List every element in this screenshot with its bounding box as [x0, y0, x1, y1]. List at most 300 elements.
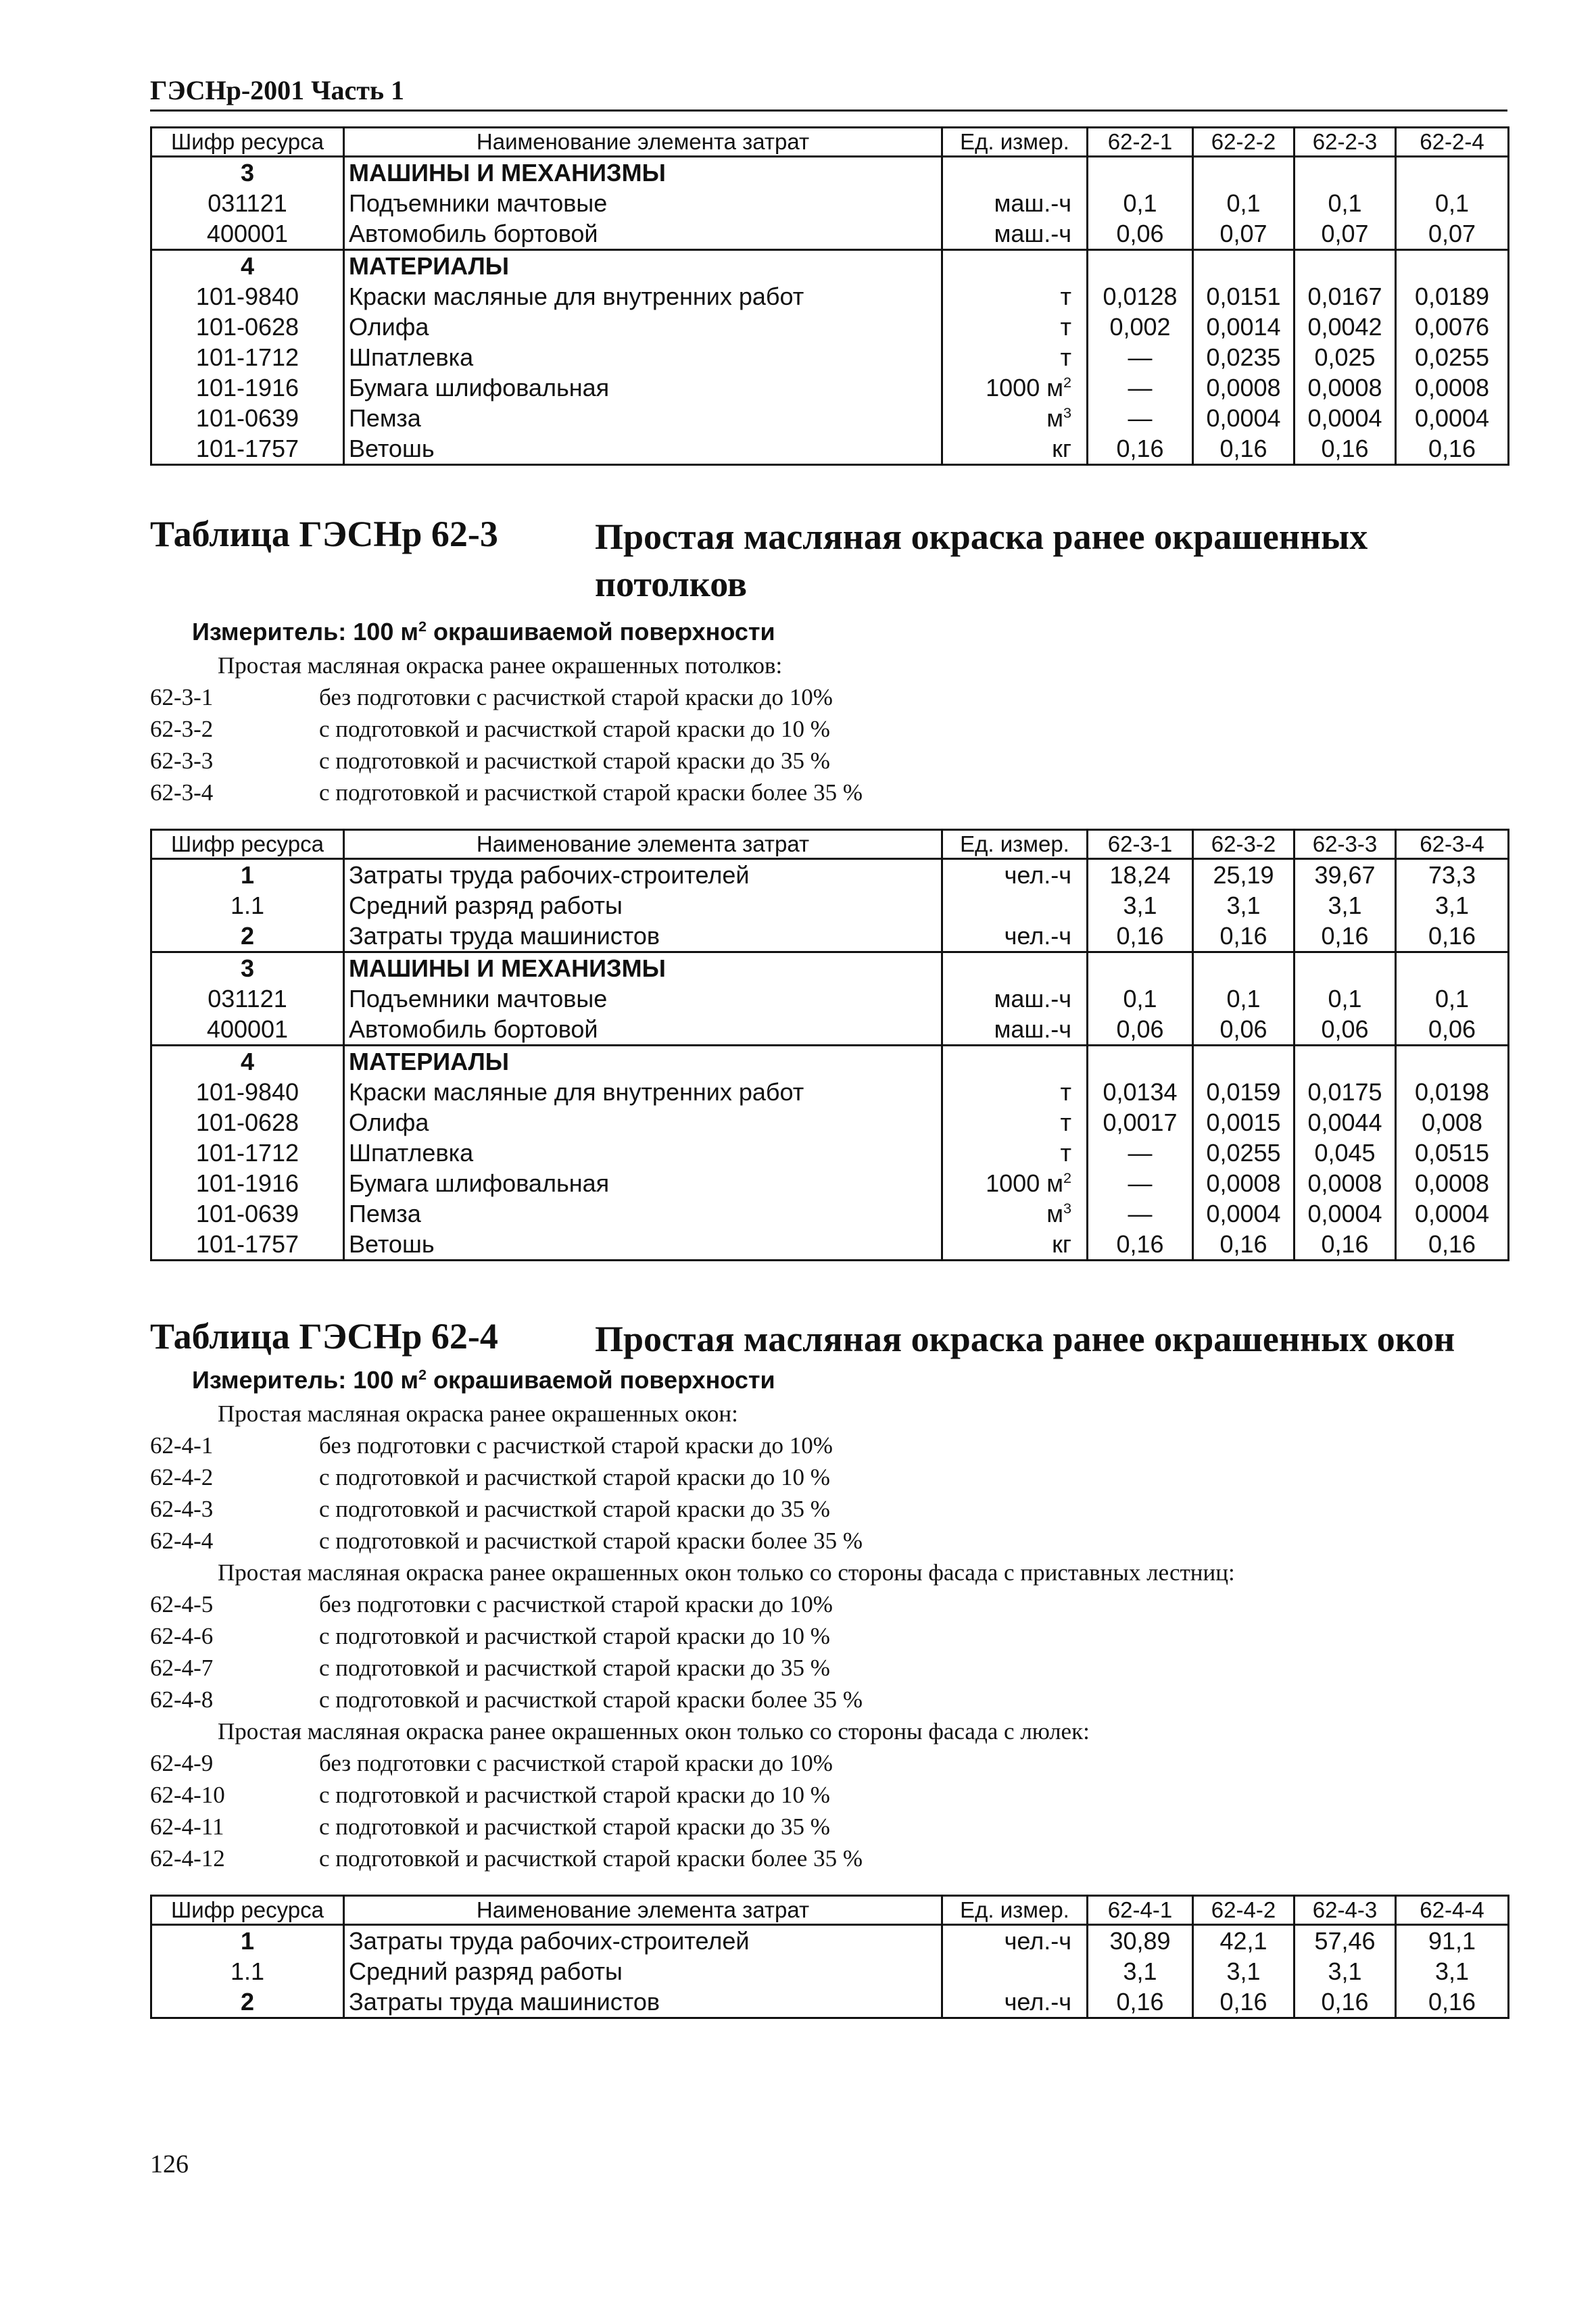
cell-code: 101-1712	[151, 1138, 344, 1168]
item-code: 62-4-9	[150, 1750, 214, 1776]
cell-value: 0,1	[1295, 983, 1396, 1014]
cell-value: 0,0255	[1193, 1138, 1295, 1168]
col-header-rate: 62-4-2	[1193, 1896, 1295, 1925]
list-item	[150, 1461, 1507, 1493]
cell-value: —	[1088, 1138, 1193, 1168]
list-item	[150, 777, 1507, 808]
cell-value: 3,1	[1088, 890, 1193, 921]
cell-name: Краски масляные для внутренних работ	[344, 281, 942, 312]
cell-value: 57,46	[1295, 1925, 1396, 1957]
cell-name: Подъемники мачтовые	[344, 188, 942, 218]
cell-value: 0,16	[1088, 1229, 1193, 1261]
col-header-unit: Ед. измер.	[942, 1896, 1088, 1925]
table-row	[151, 1138, 1509, 1168]
cell-value: 0,0255	[1396, 342, 1509, 372]
cell-value: 0,06	[1396, 1014, 1509, 1046]
cell-value	[1193, 952, 1295, 984]
cell-value: —	[1088, 372, 1193, 403]
col-header-rate: 62-3-4	[1396, 830, 1509, 859]
cell-unit: чел.-ч	[942, 921, 1088, 952]
cell-value: 0,025	[1295, 342, 1396, 372]
cell-value: 0,1	[1088, 983, 1193, 1014]
cell-name: Ветошь	[344, 1229, 942, 1261]
col-header-rate: 62-3-1	[1088, 830, 1193, 859]
cell-code: 101-9840	[151, 1077, 344, 1107]
list-item	[150, 1684, 1507, 1715]
cell-name: Бумага шлифовальная	[344, 372, 942, 403]
resource-table-62-3	[150, 829, 1509, 1261]
item-description: без подготовки с расчисткой старой краски до 10%	[319, 684, 833, 710]
cell-code: 1	[151, 1925, 344, 1957]
table-row	[151, 281, 1509, 312]
cell-value: 91,1	[1396, 1925, 1509, 1957]
cell-code: 101-1916	[151, 372, 344, 403]
col-header-unit: Ед. измер.	[942, 128, 1088, 157]
cell-value: 0,16	[1193, 1987, 1295, 2018]
cell-value	[1088, 1046, 1193, 1077]
cell-value: 0,0004	[1193, 403, 1295, 433]
cell-name: Затраты труда рабочих-строителей	[344, 1925, 942, 1957]
cell-unit: $м^3$	[942, 1198, 1088, 1229]
item-description: с подготовкой и расчисткой старой краски более 35 %	[319, 1528, 863, 1554]
cell-value: 0,16	[1088, 1987, 1193, 2018]
table-heading-62-3	[150, 513, 1507, 614]
cell-value: 3,1	[1396, 890, 1509, 921]
cell-value: 0,0015	[1193, 1107, 1295, 1138]
item-code: 62-3-1	[150, 684, 214, 710]
cell-value: 0,0128	[1088, 281, 1193, 312]
table-heading-62-4	[150, 1315, 1507, 1363]
cell-value: 0,0008	[1396, 1168, 1509, 1198]
item-description: без подготовки с расчисткой старой краски до 10%	[319, 1432, 833, 1459]
cell-value	[1295, 250, 1396, 282]
cell-code: 400001	[151, 1014, 344, 1046]
col-header-rate: 62-2-3	[1295, 128, 1396, 157]
cell-value: 0,06	[1193, 1014, 1295, 1046]
item-description: с подготовкой и расчисткой старой краски до 10 %	[319, 1623, 830, 1649]
item-code: 62-4-7	[150, 1655, 214, 1681]
item-groups	[150, 1398, 1507, 1874]
list-item	[150, 745, 1507, 777]
cell-value: 0,16	[1396, 433, 1509, 465]
cell-code: 400001	[151, 218, 344, 250]
cell-value: 0,0515	[1396, 1138, 1509, 1168]
cell-value	[1396, 1046, 1509, 1077]
cell-value: 0,0004	[1295, 1198, 1396, 1229]
table-row	[151, 250, 1509, 282]
table-row	[151, 342, 1509, 372]
cell-code: 101-1757	[151, 433, 344, 465]
cell-value: —	[1088, 1198, 1193, 1229]
item-description: без подготовки с расчисткой старой краски до 10%	[319, 1750, 833, 1776]
col-header-code: Шифр ресурса	[151, 830, 344, 859]
cell-name: МАШИНЫ И МЕХАНИЗМЫ	[344, 157, 942, 189]
cell-value: 0,008	[1396, 1107, 1509, 1138]
cell-value: —	[1088, 403, 1193, 433]
cell-name: Пемза	[344, 1198, 942, 1229]
cell-value	[1088, 157, 1193, 189]
cell-unit: т	[942, 281, 1088, 312]
cell-value: 0,0076	[1396, 312, 1509, 342]
cell-value: 0,06	[1088, 218, 1193, 250]
cell-value: 0,0008	[1193, 1168, 1295, 1198]
table-row	[151, 921, 1509, 952]
cell-value	[1396, 250, 1509, 282]
cell-value: 0,16	[1193, 1229, 1295, 1261]
cell-value: 3,1	[1088, 1956, 1193, 1987]
cell-unit	[942, 952, 1088, 984]
cell-unit: т	[942, 312, 1088, 342]
table-row	[151, 372, 1509, 403]
item-description: без подготовки с расчисткой старой краски до 10%	[319, 1591, 833, 1617]
cell-value: 0,0004	[1193, 1198, 1295, 1229]
table-row	[151, 1168, 1509, 1198]
cell-value: 0,0008	[1295, 1168, 1396, 1198]
table-row	[151, 433, 1509, 465]
cell-unit: маш.-ч	[942, 218, 1088, 250]
item-code: 62-4-11	[150, 1813, 224, 1840]
cell-value: 0,1	[1193, 188, 1295, 218]
cell-name: МАТЕРИАЛЫ	[344, 1046, 942, 1077]
col-header-rate: 62-3-3	[1295, 830, 1396, 859]
cell-unit: 1000 $м^2$	[942, 1168, 1088, 1198]
list-item	[150, 681, 1507, 713]
cell-value: 0,0167	[1295, 281, 1396, 312]
cell-value: 0,0198	[1396, 1077, 1509, 1107]
item-code: 62-4-3	[150, 1496, 214, 1522]
cell-code: 4	[151, 250, 344, 282]
cell-value: 0,0008	[1396, 372, 1509, 403]
item-description: с подготовкой и расчисткой старой краски до 10 %	[319, 1464, 830, 1490]
cell-name: Автомобиль бортовой	[344, 1014, 942, 1046]
cell-name: Затраты труда рабочих-строителей	[344, 859, 942, 891]
item-description: с подготовкой и расчисткой старой краски до 35 %	[319, 748, 830, 774]
cell-value: 0,16	[1295, 433, 1396, 465]
cell-value: 0,16	[1396, 1229, 1509, 1261]
cell-unit: т	[942, 1077, 1088, 1107]
table-header-row	[151, 1896, 1509, 1925]
table-header-row	[151, 830, 1509, 859]
table-row	[151, 890, 1509, 921]
item-description: с подготовкой и расчисткой старой краски более 35 %	[319, 1845, 863, 1872]
cell-value: 0,002	[1088, 312, 1193, 342]
cell-unit: $м^3$	[942, 403, 1088, 433]
cell-unit: 1000 $м^2$	[942, 372, 1088, 403]
col-header-code: Шифр ресурса	[151, 1896, 344, 1925]
list-item	[150, 713, 1507, 745]
cell-value: 0,16	[1295, 1229, 1396, 1261]
cell-unit: кг	[942, 433, 1088, 465]
cell-value: 0,0134	[1088, 1077, 1193, 1107]
cell-value	[1193, 250, 1295, 282]
cell-code: 101-9840	[151, 281, 344, 312]
cell-value: 0,045	[1295, 1138, 1396, 1168]
cell-value: 0,0235	[1193, 342, 1295, 372]
cell-unit: маш.-ч	[942, 188, 1088, 218]
cell-value: 0,16	[1193, 433, 1295, 465]
cell-value	[1396, 157, 1509, 189]
cell-code: 101-0628	[151, 312, 344, 342]
cell-name: Шпатлевка	[344, 342, 942, 372]
table-row	[151, 403, 1509, 433]
cell-value: 0,0175	[1295, 1077, 1396, 1107]
table-number: Таблица ГЭСНр 62-3	[150, 514, 498, 554]
table-row	[151, 1956, 1509, 1987]
cell-code: 1	[151, 859, 344, 891]
item-code: 62-4-4	[150, 1528, 214, 1554]
cell-value: 0,0008	[1295, 372, 1396, 403]
cell-name: Подъемники мачтовые	[344, 983, 942, 1014]
table-row	[151, 1046, 1509, 1077]
cell-value: 0,16	[1193, 921, 1295, 952]
item-description: с подготовкой и расчисткой старой краски до 35 %	[319, 1655, 830, 1681]
col-header-rate: 62-2-2	[1193, 128, 1295, 157]
cell-value: 0,0151	[1193, 281, 1295, 312]
cell-unit: маш.-ч	[942, 983, 1088, 1014]
cell-value: 3,1	[1295, 890, 1396, 921]
table-row	[151, 1014, 1509, 1046]
cell-value: 3,1	[1295, 1956, 1396, 1987]
cell-value: 0,0042	[1295, 312, 1396, 342]
cell-value: 0,0014	[1193, 312, 1295, 342]
list-item	[150, 1493, 1507, 1525]
list-item	[150, 1588, 1507, 1620]
cell-value: 0,0004	[1396, 1198, 1509, 1229]
cell-value	[1193, 157, 1295, 189]
list-item	[150, 1843, 1507, 1874]
cell-code: 101-0628	[151, 1107, 344, 1138]
cell-unit: чел.-ч	[942, 859, 1088, 891]
table-number: Таблица ГЭСНр 62-4	[150, 1316, 498, 1357]
cell-unit: чел.-ч	[942, 1925, 1088, 1957]
list-item	[150, 1779, 1507, 1811]
cell-name: Олифа	[344, 312, 942, 342]
cell-value	[1396, 952, 1509, 984]
item-code: 62-3-3	[150, 748, 214, 774]
table-row	[151, 218, 1509, 250]
item-description: с подготовкой и расчисткой старой краски до 35 %	[319, 1496, 830, 1522]
cell-value: 0,1	[1295, 188, 1396, 218]
col-header-code: Шифр ресурса	[151, 128, 344, 157]
page-number: 126	[150, 2150, 189, 2178]
running-head: ГЭСНр-2001 Часть 1	[150, 74, 1507, 112]
cell-code: 031121	[151, 188, 344, 218]
cell-value	[1088, 250, 1193, 282]
cell-value	[1193, 1046, 1295, 1077]
cell-value	[1295, 1046, 1396, 1077]
table-row	[151, 1229, 1509, 1261]
cell-name: Средний разряд работы	[344, 1956, 942, 1987]
cell-value: 0,16	[1295, 921, 1396, 952]
cell-value: 0,07	[1396, 218, 1509, 250]
cell-name: Ветошь	[344, 433, 942, 465]
item-code: 62-4-5	[150, 1591, 214, 1617]
cell-unit	[942, 157, 1088, 189]
item-code: 62-3-2	[150, 716, 214, 742]
table-row	[151, 188, 1509, 218]
intro: Простая масляная окраска ранее окрашенных окон:	[218, 1400, 738, 1427]
cell-name: Затраты труда машинистов	[344, 1987, 942, 2018]
table-row	[151, 157, 1509, 189]
table-row	[151, 1925, 1509, 1957]
meter: Измеритель: 100 $м^2$ окрашиваемой поверхности	[192, 618, 775, 645]
list-item	[150, 1430, 1507, 1461]
cell-value: 0,1	[1088, 188, 1193, 218]
cell-code: 101-0639	[151, 1198, 344, 1229]
cell-value: 0,07	[1295, 218, 1396, 250]
cell-value: 3,1	[1193, 1956, 1295, 1987]
item-code: 62-4-8	[150, 1686, 214, 1713]
cell-code: 031121	[151, 983, 344, 1014]
cell-value: 0,0004	[1295, 403, 1396, 433]
cell-unit	[942, 1956, 1088, 1987]
cell-value: 0,16	[1295, 1987, 1396, 2018]
cell-value: 73,3	[1396, 859, 1509, 891]
item-code: 62-4-6	[150, 1623, 214, 1649]
cell-name: Затраты труда машинистов	[344, 921, 942, 952]
cell-value: 0,06	[1088, 1014, 1193, 1046]
cell-value: 0,1	[1396, 983, 1509, 1014]
cell-code: 2	[151, 1987, 344, 2018]
item-description: с подготовкой и расчисткой старой краски до 10 %	[319, 716, 830, 742]
cell-name: Средний разряд работы	[344, 890, 942, 921]
table-row	[151, 859, 1509, 891]
intro: Простая масляная окраска ранее окрашенных потолков:	[218, 652, 783, 679]
cell-value	[1295, 157, 1396, 189]
cell-value: 39,67	[1295, 859, 1396, 891]
list-item	[150, 1652, 1507, 1684]
cell-value: 25,19	[1193, 859, 1295, 891]
table-row	[151, 1987, 1509, 2018]
intro: Простая масляная окраска ранее окрашенных окон только со стороны фасада с люлек:	[218, 1718, 1090, 1745]
cell-unit: кг	[942, 1229, 1088, 1261]
cell-value: 18,24	[1088, 859, 1193, 891]
cell-value: 0,0044	[1295, 1107, 1396, 1138]
cell-value: 0,16	[1396, 1987, 1509, 2018]
cell-unit: т	[942, 1107, 1088, 1138]
cell-code: 1.1	[151, 890, 344, 921]
list-item	[150, 1811, 1507, 1843]
cell-code: 4	[151, 1046, 344, 1077]
cell-value: 0,0008	[1193, 372, 1295, 403]
item-description: с подготовкой и расчисткой старой краски до 35 %	[319, 1813, 830, 1840]
table-row	[151, 1107, 1509, 1138]
cell-value: 0,1	[1193, 983, 1295, 1014]
cell-name: Шпатлевка	[344, 1138, 942, 1168]
cell-name: МАТЕРИАЛЫ	[344, 250, 942, 282]
cell-name: Краски масляные для внутренних работ	[344, 1077, 942, 1107]
cell-value: 0,07	[1193, 218, 1295, 250]
list-item	[150, 1747, 1507, 1779]
cell-name: Автомобиль бортовой	[344, 218, 942, 250]
col-header-rate: 62-2-1	[1088, 128, 1193, 157]
table-title: Простая масляная окраска ранее окрашенных окон	[595, 1319, 1455, 1359]
cell-value: 42,1	[1193, 1925, 1295, 1957]
item-list	[150, 681, 1507, 808]
cell-name: Пемза	[344, 403, 942, 433]
item-code: 62-4-12	[150, 1845, 225, 1872]
cell-value: 0,16	[1396, 921, 1509, 952]
cell-value: 0,16	[1088, 433, 1193, 465]
cell-code: 1.1	[151, 1956, 344, 1987]
intro: Простая масляная окраска ранее окрашенных окон только со стороны фасада с приставных лестниц:	[218, 1559, 1235, 1586]
table-header-row	[151, 128, 1509, 157]
col-header-rate: 62-4-4	[1396, 1896, 1509, 1925]
col-header-name: Наименование элемента затрат	[344, 830, 942, 859]
col-header-unit: Ед. измер.	[942, 830, 1088, 859]
col-header-name: Наименование элемента затрат	[344, 128, 942, 157]
item-description: с подготовкой и расчисткой старой краски до 10 %	[319, 1782, 830, 1808]
cell-unit	[942, 1046, 1088, 1077]
item-description: с подготовкой и расчисткой старой краски более 35 %	[319, 1686, 863, 1713]
item-description: с подготовкой и расчисткой старой краски более 35 %	[319, 779, 863, 806]
cell-value	[1295, 952, 1396, 984]
table-row	[151, 1198, 1509, 1229]
cell-value: —	[1088, 1168, 1193, 1198]
cell-unit: чел.-ч	[942, 1987, 1088, 2018]
cell-value: 3,1	[1193, 890, 1295, 921]
cell-value: —	[1088, 342, 1193, 372]
cell-code: 101-1712	[151, 342, 344, 372]
item-code: 62-3-4	[150, 779, 214, 806]
col-header-rate: 62-4-3	[1295, 1896, 1396, 1925]
resource-table-62-2	[150, 126, 1509, 466]
cell-value: 0,1	[1396, 188, 1509, 218]
cell-code: 2	[151, 921, 344, 952]
cell-code: 101-1916	[151, 1168, 344, 1198]
meter: Измеритель: 100 $м^2$ окрашиваемой поверхности	[192, 1366, 775, 1394]
cell-unit: маш.-ч	[942, 1014, 1088, 1046]
cell-value: 3,1	[1396, 1956, 1509, 1987]
item-code: 62-4-2	[150, 1464, 214, 1490]
table-title: Простая масляная окраска ранее окрашенных потолков	[595, 516, 1368, 604]
item-code: 62-4-10	[150, 1782, 225, 1808]
cell-name: МАШИНЫ И МЕХАНИЗМЫ	[344, 952, 942, 984]
table-row	[151, 1077, 1509, 1107]
cell-value: 30,89	[1088, 1925, 1193, 1957]
item-code: 62-4-1	[150, 1432, 214, 1459]
table-row	[151, 312, 1509, 342]
table-row	[151, 983, 1509, 1014]
table-row	[151, 952, 1509, 984]
list-item	[150, 1525, 1507, 1557]
cell-code: 3	[151, 157, 344, 189]
col-header-rate: 62-4-1	[1088, 1896, 1193, 1925]
resource-table-62-4	[150, 1895, 1509, 2019]
page	[150, 74, 1507, 2178]
cell-name: Олифа	[344, 1107, 942, 1138]
cell-unit	[942, 250, 1088, 282]
cell-value: 0,0189	[1396, 281, 1509, 312]
col-header-name: Наименование элемента затрат	[344, 1896, 942, 1925]
cell-code: 101-1757	[151, 1229, 344, 1261]
cell-unit: т	[942, 1138, 1088, 1168]
cell-name: Бумага шлифовальная	[344, 1168, 942, 1198]
cell-value: 0,0004	[1396, 403, 1509, 433]
col-header-rate: 62-2-4	[1396, 128, 1509, 157]
cell-value: 0,0017	[1088, 1107, 1193, 1138]
cell-value	[1088, 952, 1193, 984]
cell-unit	[942, 890, 1088, 921]
cell-code: 101-0639	[151, 403, 344, 433]
cell-unit: т	[942, 342, 1088, 372]
col-header-rate: 62-3-2	[1193, 830, 1295, 859]
cell-value: 0,0159	[1193, 1077, 1295, 1107]
cell-value: 0,06	[1295, 1014, 1396, 1046]
cell-code: 3	[151, 952, 344, 984]
list-item	[150, 1620, 1507, 1652]
cell-value: 0,16	[1088, 921, 1193, 952]
